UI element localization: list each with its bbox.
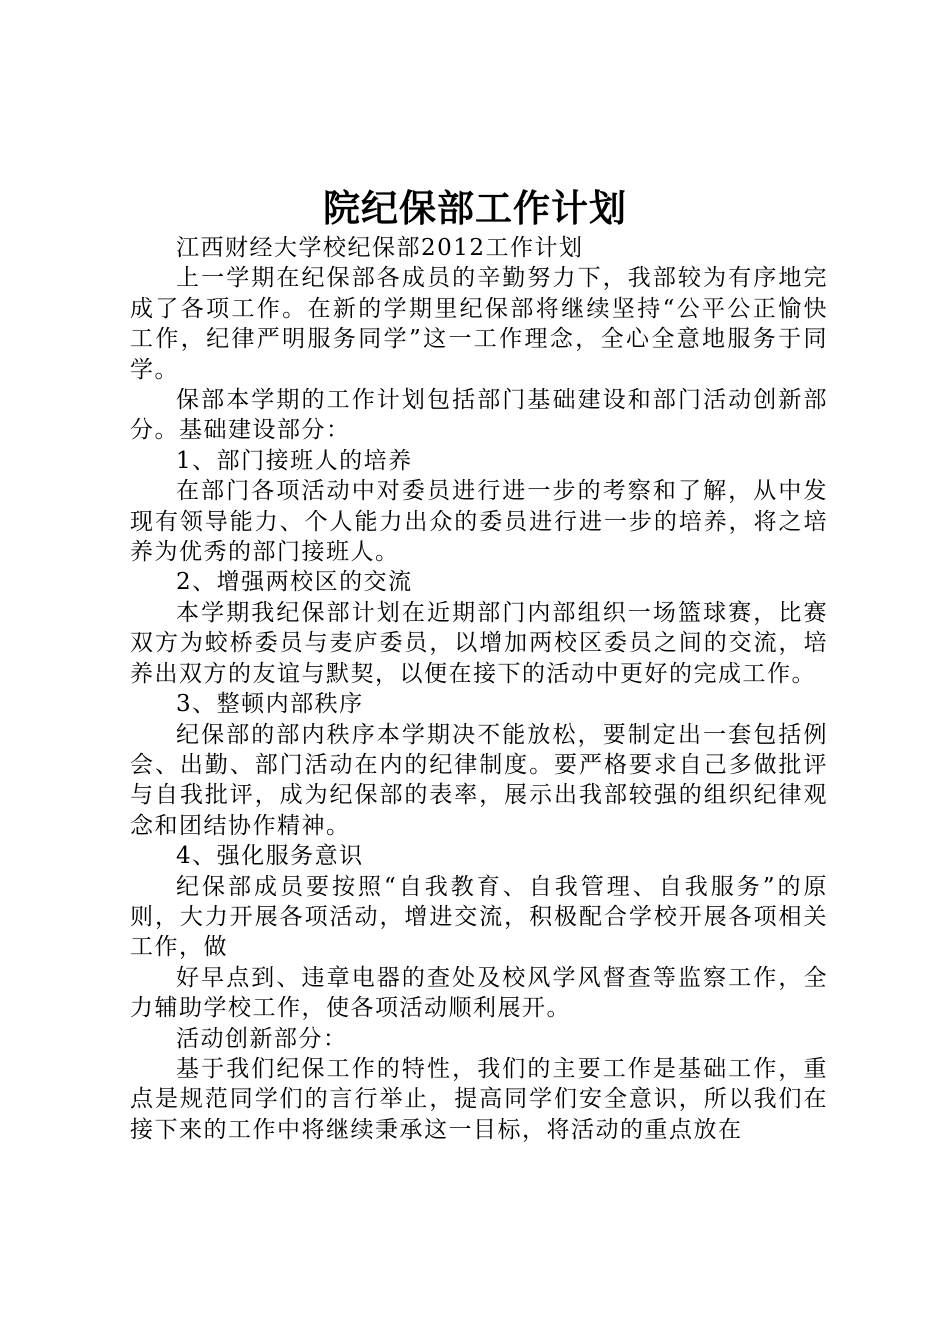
paragraph-section-4b: 好早点到、违章电器的查处及校风学风督查等监察工作，全力辅助学校工作，使各项活动顺利展开。 xyxy=(130,964,828,1022)
section-heading-3: 3、整顿内部秩序 xyxy=(176,691,364,718)
paragraph-section-4a: 纪保部成员要按照“自我教育、自我管理、自我服务”的原则，大力开展各项活动，增进交流，积极配合学校开展各项相关工作，做 xyxy=(130,873,828,961)
section-heading-4: 4、强化服务意识 xyxy=(176,843,364,870)
paragraph-section-3: 纪保部的部内秩序本学期决不能放松，要制定出一套包括例会、出勤、部门活动在内的纪律制度。要严格要求自己多做批评与自我批评，成为纪保部的表率，展示出我部较强的组织纪律观念和团结协作精神。 xyxy=(130,721,828,839)
paragraph-plan-overview: 保部本学期的工作计划包括部门基础建设和部门活动创新部分。基础建设部分： xyxy=(130,387,828,444)
section-heading-2: 2、增强两校区的交流 xyxy=(176,569,413,596)
section-heading-1: 1、部门接班人的培养 xyxy=(176,447,413,474)
paragraph-section-2: 本学期我纪保部计划在近期部门内部组织一场篮球赛，比赛双方为蛟桥委员与麦庐委员，以增加两校区委员之间的交流，培养出双方的友谊与默契，以便在接下的活动中更好的完成工作。 xyxy=(130,599,828,687)
section-heading-activity: 活动创新部分： xyxy=(176,1025,348,1052)
paragraph-activity: 基于我们纪保工作的特性，我们的主要工作是基础工作，重点是规范同学们的言行举止，提高同学们安全意识，所以我们在接下来的工作中将继续秉承这一目标，将活动的重点放在 xyxy=(130,1055,828,1143)
document-title: 院纪保部工作计划 xyxy=(323,186,627,230)
subtitle-line: 江西财经大学校纪保部2012工作计划 xyxy=(176,235,584,261)
paragraph-intro: 上一学期在纪保部各成员的辛勤努力下，我部较为有序地完成了各项工作。在新的学期里纪保部将继续坚持“公平公正愉快工作，纪律严明服务同学”这一工作理念，全心全意地服务于同学。 xyxy=(130,265,828,383)
paragraph-section-1: 在部门各项活动中对委员进行进一步的考察和了解，从中发现有领导能力、个人能力出众的委员进行进一步的培养，将之培养为优秀的部门接班人。 xyxy=(130,478,828,566)
document-body xyxy=(130,233,828,1145)
